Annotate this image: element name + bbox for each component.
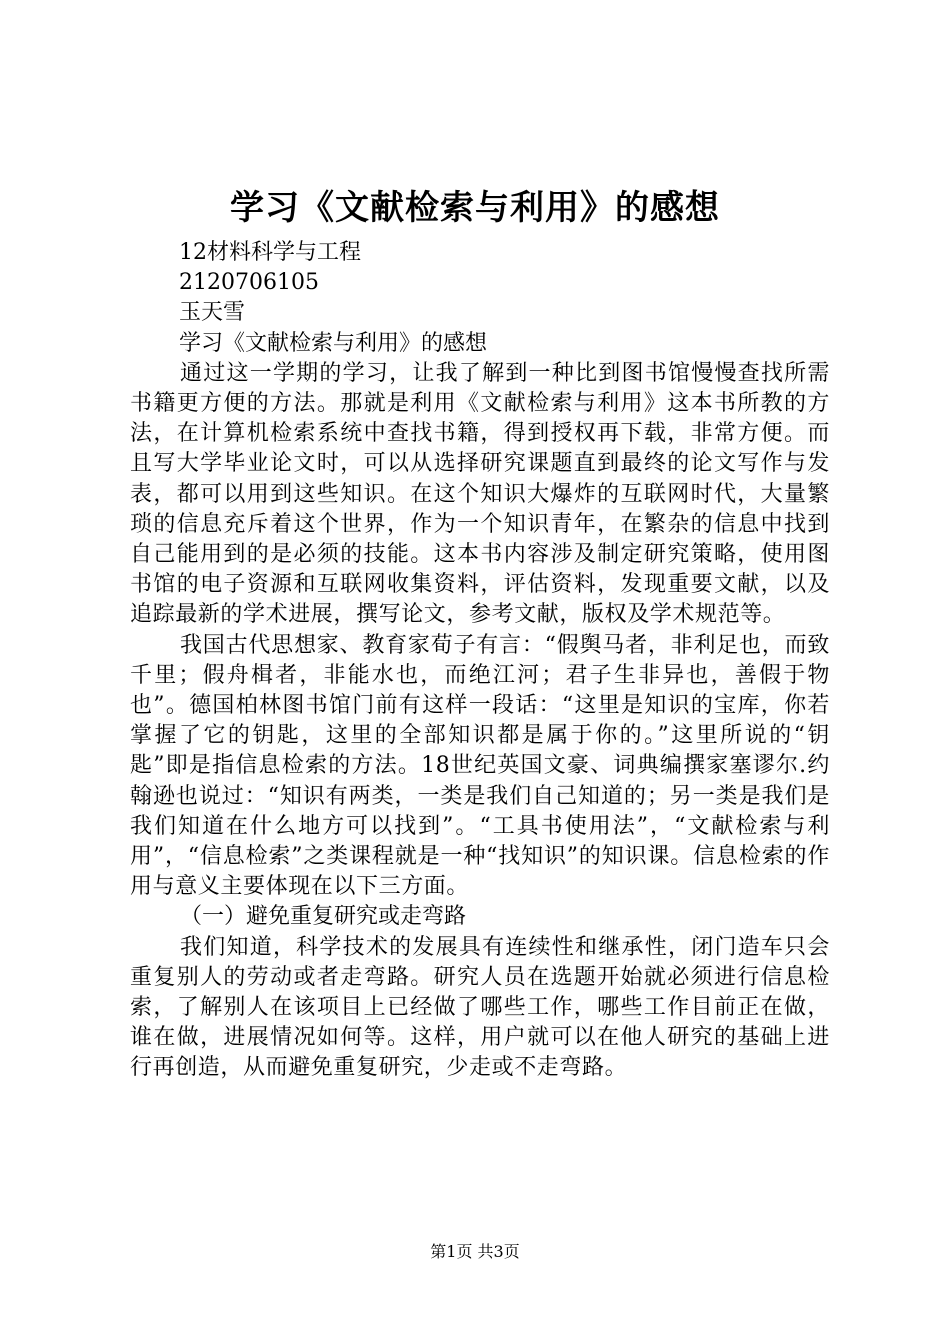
essay-subtitle-line: 学习《文献检索与利用》的感想 — [179, 330, 488, 356]
document-title: 学习《文献检索与利用》的感想 — [230, 188, 720, 228]
student-id-line: 2120706105 — [179, 270, 319, 296]
class-line: 12材料科学与工程 — [179, 240, 361, 265]
section-heading: （一）避免重复研究或走弯路 — [180, 904, 467, 930]
document-body — [130, 238, 830, 1084]
author-name-line: 玉天雪 — [179, 300, 246, 326]
page-footer: 第1页 共3页 — [430, 1242, 520, 1261]
paragraph-intro: 通过这一学期的学习，让我了解到一种比到图书馆慢慢查找所需书籍更方便的方法。那就是利用《文献检索与利用》这本书所教的方法，在计算机检索系统中查找书籍，得到授权再下载，非常方便。而且写大学毕业论文时，可以从选择研究课题直到最终的论文写作与发表，都可以用到这些知识。在这个知识大爆炸的互联网时代，大量繁琐的信息充斥着这个世界，作为一个知识青年，在繁杂的信息中找到自己能用到的是必须的技能。这本书内容涉及制定研究策略，使用图书馆的电子资源和互联网收集资料，评估资料，发现重要文献，以及追踪最新的学术进展，撰写论文，参考文献，版权及学术规范等。 — [130, 360, 830, 628]
section-paragraph: 我们知道，科学技术的发展具有连续性和继承性，闭门造车只会重复别人的劳动或者走弯路。研究人员在选题开始就必须进行信息检索，了解别人在该项目上已经做了哪些工作，哪些工作目前正在做，谁在做，进展情况如何等。这样，用户就可以在他人研究的基础上进行再创造，从而避免重复研究，少走或不走弯路。 — [130, 934, 830, 1081]
paragraph-quotes: 我国古代思想家、教育家荀子有言：“假舆马者，非利足也，而致千里；假舟楫者，非能水也，而绝江河；君子生非异也，善假于物也”。德国柏林图书馆门前有这样一段话：“这里是知识的宝库，你若掌握了它的钥匙，这里的全部知识都是属于你的。”这里所说的“钥匙”即是指信息检索的方法。18世纪英国文豪、词典编撰家塞谬尔.约翰逊也说过：“知识有两类，一类是我们自己知道的；另一类是我们是我们知道在什么地方可以找到”。“工具书使用法”，“文献检索与利用”，“信息检索”之类课程就是一种“找知识”的知识课。信息检索的作用与意义主要体现在以下三方面。 — [130, 632, 830, 900]
